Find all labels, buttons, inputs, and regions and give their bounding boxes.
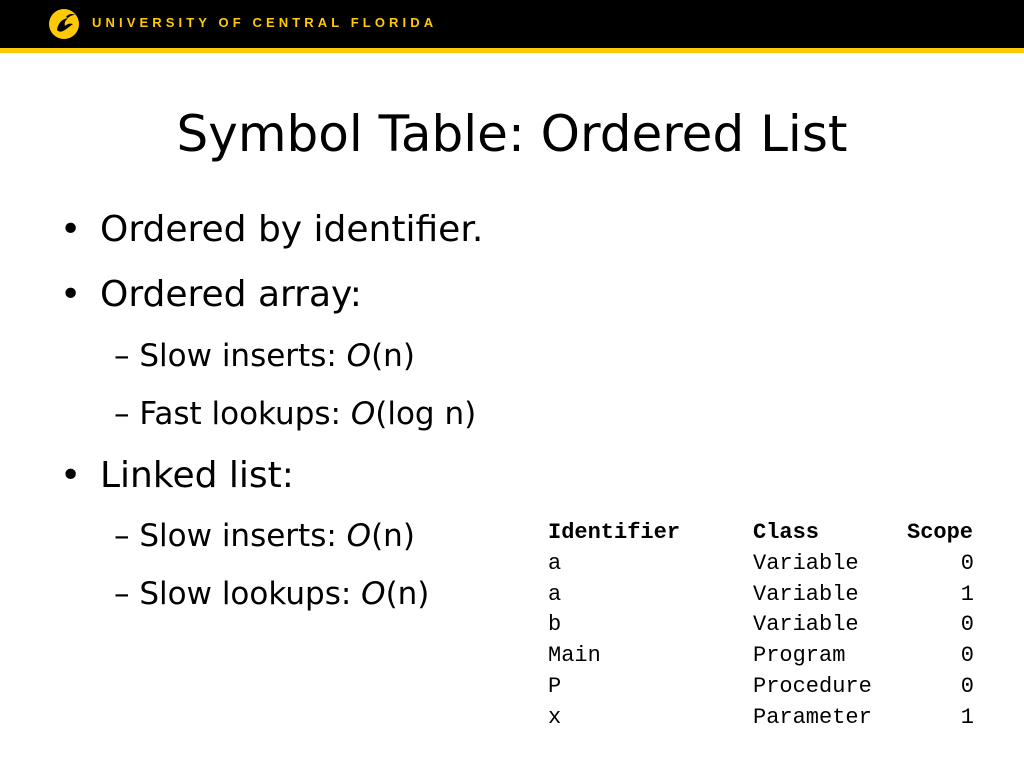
pegasus-logo-icon [48,8,80,40]
complexity-argument: (n) [385,576,430,612]
table-header-row [548,518,987,549]
table-row [548,580,987,611]
bullet-text: Linked list: [100,455,294,496]
dash-marker: – [114,518,130,554]
scope-cell: 0 [960,643,974,669]
dash-marker: – [114,396,130,432]
dash-marker: – [114,338,130,374]
class-cell: Program [753,643,846,669]
bullet-item [60,454,294,498]
column-header-identifier: Identifier [548,520,681,545]
sub-bullet-item [114,394,476,434]
sub-bullet-item [114,574,429,614]
sub-bullet-item [114,336,415,376]
sub-bullet-label: Slow inserts: [139,518,347,554]
sub-bullet-label: Fast lookups: [139,396,351,432]
column-header-scope: Scope [907,520,974,545]
scope-cell: 1 [960,704,974,730]
bullet-item [60,208,483,252]
class-cell: Variable [753,612,859,638]
header-gold-stripe [0,48,1024,53]
table-row [548,549,987,580]
scope-cell: 0 [960,612,974,638]
complexity-argument: (n) [371,338,415,374]
big-o-symbol: O [361,576,386,612]
identifier-cell: x [548,704,562,730]
identifier-cell: P [548,673,562,699]
table-row [548,610,987,641]
bullet-text: Ordered array: [100,274,362,315]
bullet-dot-icon: • [60,209,82,250]
bullet-dot-icon: • [60,274,82,315]
sub-bullet-label: Slow inserts: [139,338,347,374]
scope-cell: 1 [960,581,974,607]
identifier-cell: a [548,550,562,576]
column-header-class: Class [753,520,820,545]
class-cell: Parameter [753,704,872,730]
identifier-cell: b [548,612,562,638]
table-row [548,703,987,734]
sub-bullet-item [114,516,415,556]
identifier-cell: a [548,581,562,607]
complexity-argument: (n) [371,518,415,554]
identifier-cell: Main [548,643,601,669]
table-row [548,672,987,703]
table-row [548,641,987,672]
class-cell: Variable [753,581,859,607]
scope-cell: 0 [960,673,974,699]
header-banner [0,0,1024,48]
university-wordmark: UNIVERSITY OF CENTRAL FLORIDA [92,15,438,30]
scope-cell: 0 [960,550,974,576]
class-cell: Procedure [753,673,872,699]
bullet-dot-icon: • [60,455,82,496]
class-cell: Variable [753,550,859,576]
slide-title: Symbol Table: Ordered List [176,105,848,163]
big-o-symbol: O [346,338,372,374]
complexity-argument: (log n) [375,396,477,432]
bullet-item [60,273,362,317]
sub-bullet-label: Slow lookups: [139,576,362,612]
bullet-text: Ordered by identifier. [100,209,484,250]
dash-marker: – [114,576,130,612]
symbol-table [548,518,987,734]
big-o-symbol: O [346,518,372,554]
big-o-symbol: O [350,396,376,432]
